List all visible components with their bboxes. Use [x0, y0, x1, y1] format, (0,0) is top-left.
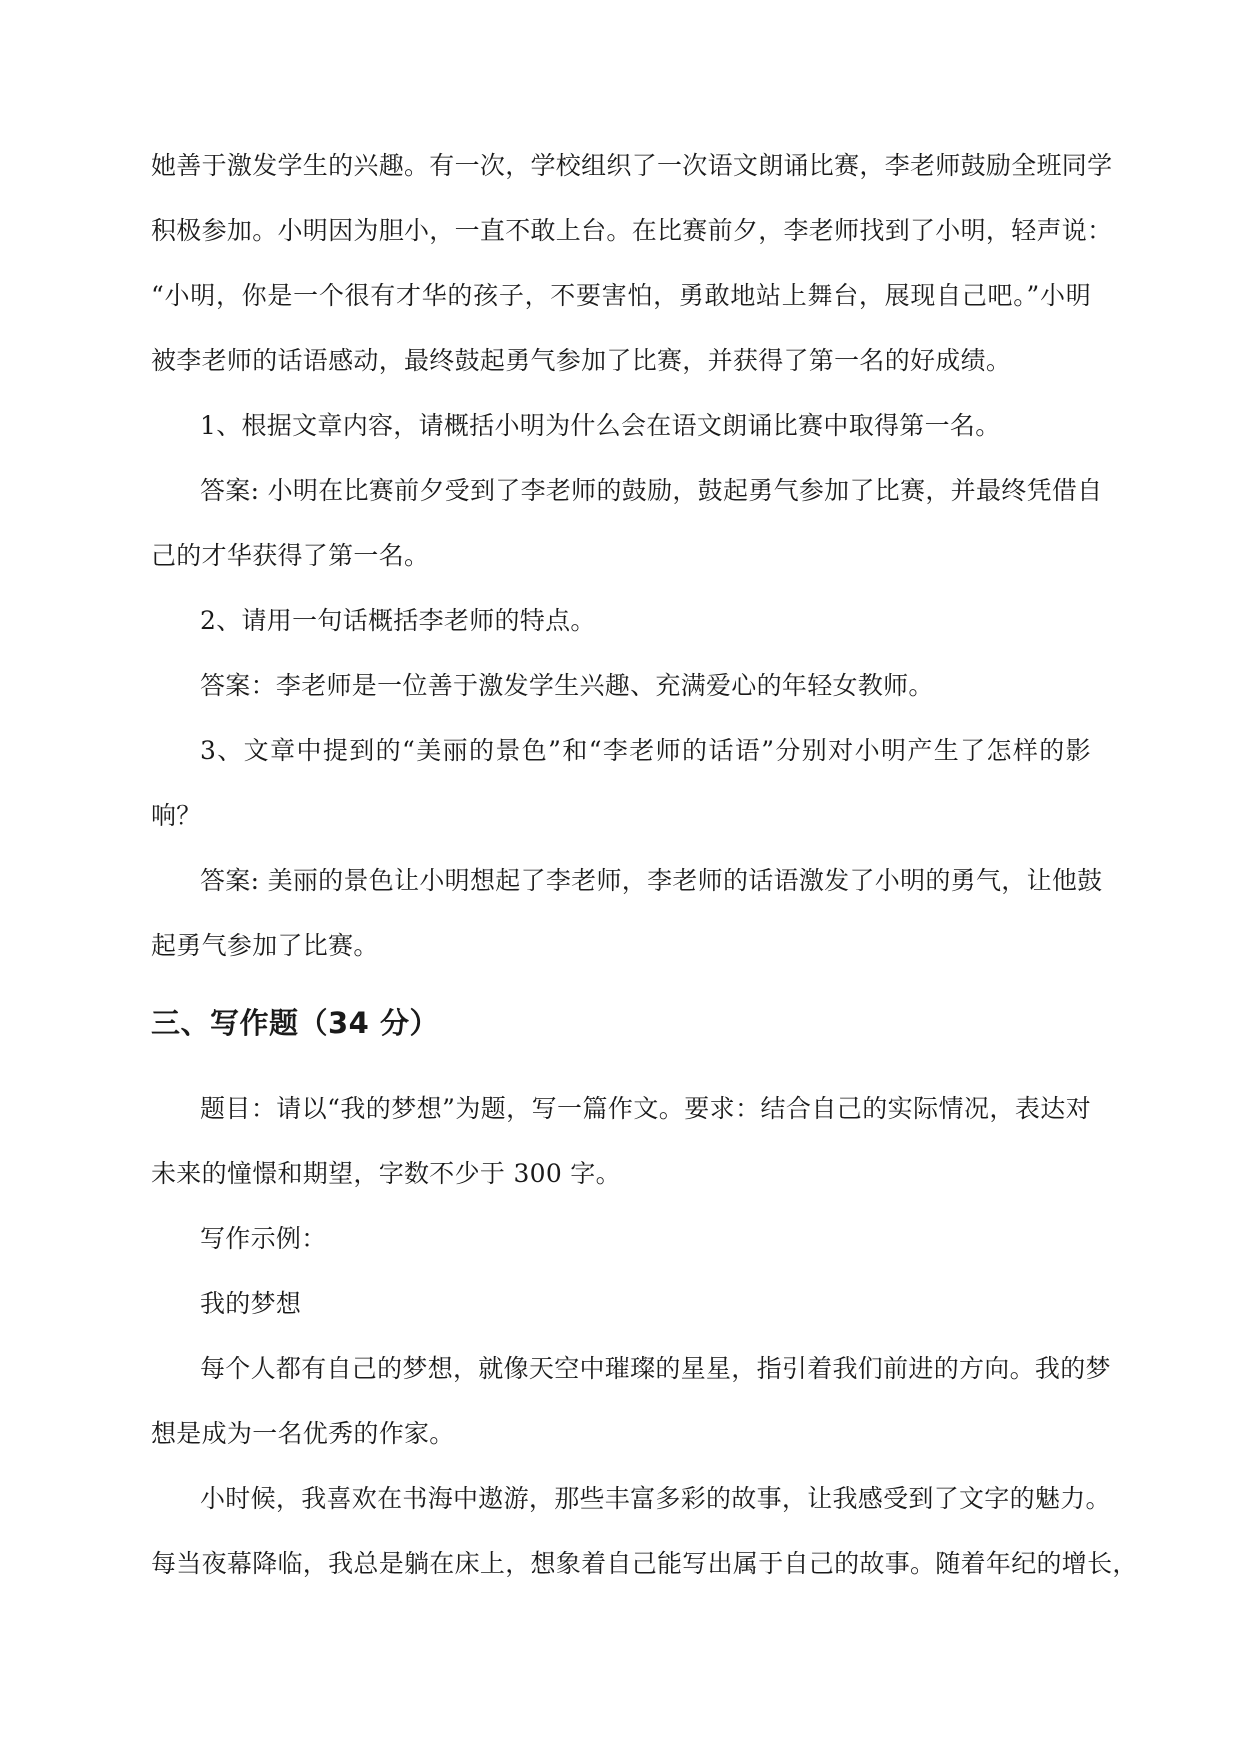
question-2: 2、请用一句话概括李老师的特点。: [200, 606, 596, 635]
passage-line: 被李老师的话语感动，最终鼓起勇气参加了比赛，并获得了第一名的好成绩。: [151, 346, 1012, 375]
essay-title: 我的梦想: [200, 1289, 302, 1318]
answer-1-continued: 己的才华获得了第一名。: [151, 541, 430, 570]
writing-prompt: 题目：请以“我的梦想”为题，写一篇作文。要求：结合自己的实际情况，表达对: [200, 1094, 1091, 1123]
passage-line: 她善于激发学生的兴趣。有一次，学校组织了一次语文朗诵比赛，李老师鼓励全班同学: [151, 151, 1113, 180]
essay-paragraph: 小时候，我喜欢在书海中遨游，那些丰富多彩的故事，让我感受到了文字的魅力。: [200, 1484, 1111, 1513]
essay-paragraph: 每个人都有自己的梦想，就像天空中璀璨的星星，指引着我们前进的方向。我的梦: [200, 1354, 1111, 1383]
question-3-continued: 响？: [151, 801, 202, 830]
passage-line: 积极参加。小明因为胆小，一直不敢上台。在比赛前夕，李老师找到了小明，轻声说：: [151, 216, 1113, 245]
answer-1: 答案: 小明在比赛前夕受到了李老师的鼓励，鼓起勇气参加了比赛，并最终凭借自: [200, 476, 1103, 505]
passage-line: “小明，你是一个很有才华的孩子，不要害怕，勇敢地站上舞台，展现自己吧。”小明: [151, 281, 1091, 310]
question-1: 1、根据文章内容，请概括小明为什么会在语文朗诵比赛中取得第一名。: [200, 411, 1001, 440]
answer-3: 答案: 美丽的景色让小明想起了李老师，李老师的话语激发了小明的勇气，让他鼓: [200, 866, 1103, 895]
section-heading: 三、写作题（34 分）: [151, 1006, 439, 1040]
essay-paragraph-continued: 每当夜幕降临，我总是躺在床上，想象着自己能写出属于自己的故事。随着年纪的增长，: [151, 1549, 1138, 1578]
writing-prompt-continued: 未来的憧憬和期望，字数不少于 300 字。: [151, 1159, 621, 1188]
example-label: 写作示例：: [200, 1224, 327, 1253]
answer-2: 答案：李老师是一位善于激发学生兴趣、充满爱心的年轻女教师。: [200, 671, 934, 700]
essay-paragraph-continued: 想是成为一名优秀的作家。: [151, 1419, 455, 1448]
question-3: 3、文章中提到的“美丽的景色”和“李老师的话语”分别对小明产生了怎样的影: [200, 736, 1091, 765]
answer-3-continued: 起勇气参加了比赛。: [151, 931, 379, 960]
